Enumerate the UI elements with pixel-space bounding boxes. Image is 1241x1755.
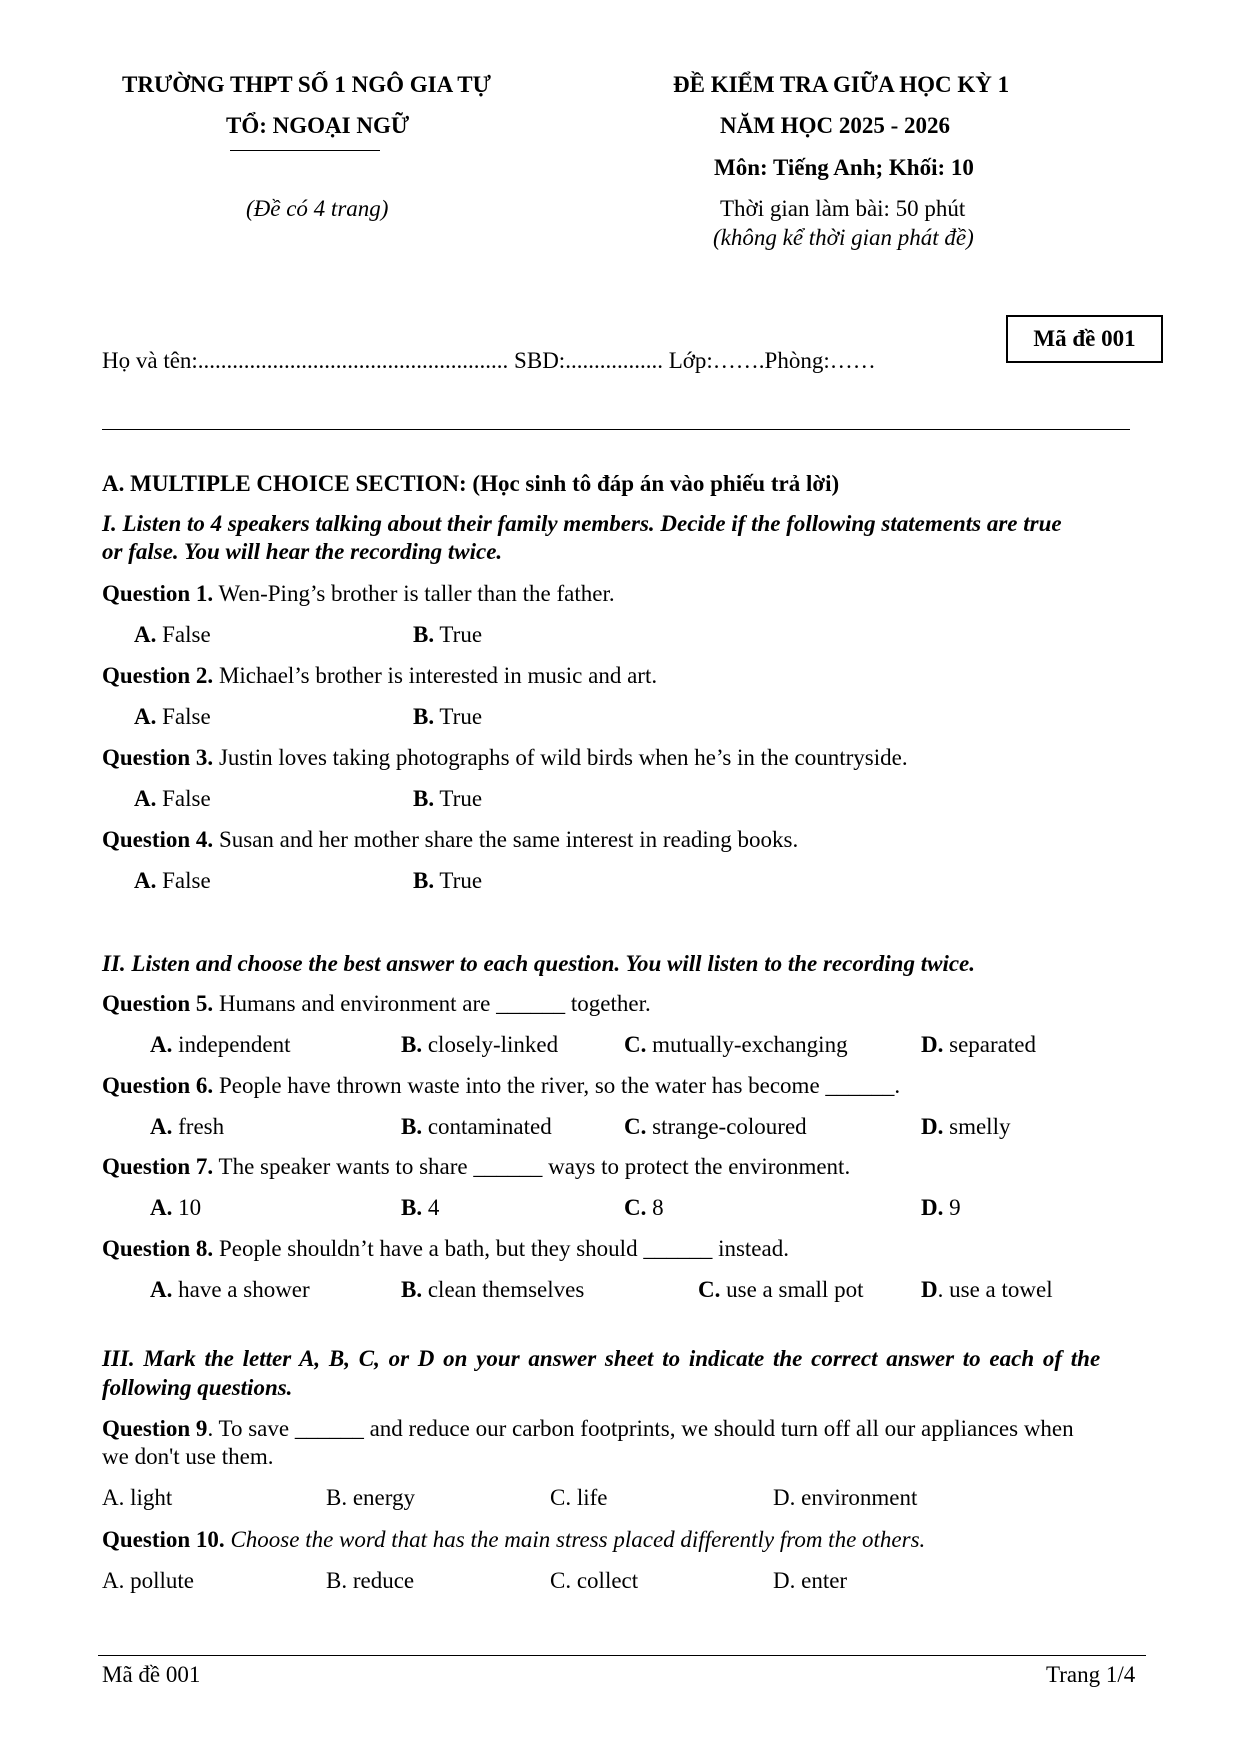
option-text: True bbox=[434, 622, 483, 647]
question-1 bbox=[102, 581, 615, 607]
q6-option-d[interactable] bbox=[921, 1114, 1010, 1140]
option-text: clean themselves bbox=[422, 1277, 585, 1302]
section-a-title: A. MULTIPLE CHOICE SECTION: (Học sinh tô đáp án vào phiếu trả lời) bbox=[102, 471, 840, 496]
q7-option-c[interactable] bbox=[624, 1195, 664, 1221]
option-text: 9 bbox=[943, 1195, 961, 1220]
question-text: Choose the word that has the main stress placed differently from the others. bbox=[224, 1527, 926, 1552]
q5-option-b[interactable] bbox=[401, 1032, 558, 1058]
question-9 bbox=[102, 1416, 1074, 1442]
footer-page-number: Trang 1/4 bbox=[1046, 1662, 1136, 1687]
question-text: People shouldn’t have a bath, but they should ______ instead. bbox=[213, 1236, 789, 1261]
option-letter: B. bbox=[401, 1032, 423, 1057]
option-text: use a small pot bbox=[720, 1277, 864, 1302]
option-text: closely-linked bbox=[422, 1032, 559, 1057]
question-text: The speaker wants to share ______ ways to protect the environment. bbox=[213, 1154, 851, 1179]
question-label: Question 10. bbox=[102, 1527, 225, 1552]
question-4 bbox=[102, 827, 798, 853]
option-letter: A. bbox=[150, 1032, 173, 1057]
q3-option-b[interactable] bbox=[413, 786, 482, 812]
q10-option-c[interactable]: C. collect bbox=[550, 1568, 639, 1593]
question-label: Question 4. bbox=[102, 827, 214, 852]
q8-option-c[interactable] bbox=[698, 1277, 863, 1303]
q6-option-c[interactable] bbox=[624, 1114, 807, 1140]
option-letter: C. bbox=[624, 1114, 647, 1139]
q5-option-d[interactable] bbox=[921, 1032, 1036, 1058]
option-letter: D. bbox=[921, 1114, 944, 1139]
option-text: False bbox=[156, 704, 211, 729]
question-text: . To save ______ and reduce our carbon footprints, we should turn off all our appliances when bbox=[207, 1416, 1074, 1441]
question-label: Question 6. bbox=[102, 1073, 214, 1098]
q10-option-d[interactable]: D. enter bbox=[773, 1568, 848, 1593]
option-text: contaminated bbox=[422, 1114, 552, 1139]
school-year: NĂM HỌC 2025 - 2026 bbox=[720, 113, 950, 138]
option-text: fresh bbox=[172, 1114, 225, 1139]
footer-exam-code: Mã đề 001 bbox=[102, 1662, 201, 1687]
q7-option-d[interactable] bbox=[921, 1195, 961, 1221]
option-text: 4 bbox=[422, 1195, 440, 1220]
question-2 bbox=[102, 663, 657, 689]
part3-instruction-line2: following questions. bbox=[102, 1375, 293, 1400]
question-7 bbox=[102, 1154, 850, 1180]
question-text: Wen-Ping’s brother is taller than the father. bbox=[213, 581, 615, 606]
q10-option-a[interactable]: A. pollute bbox=[102, 1568, 194, 1593]
q9-option-b[interactable]: B. energy bbox=[326, 1485, 416, 1510]
time-line: Thời gian làm bài: 50 phút bbox=[720, 196, 966, 221]
option-letter: D. bbox=[921, 1032, 944, 1057]
option-letter: A. bbox=[134, 622, 157, 647]
option-letter: A. bbox=[150, 1195, 173, 1220]
q4-option-b[interactable] bbox=[413, 868, 482, 894]
department-name: TỔ: NGOẠI NGỮ bbox=[226, 113, 410, 138]
time-note: (không kể thời gian phát đề) bbox=[713, 225, 974, 250]
option-letter: B. bbox=[401, 1277, 423, 1302]
header-underline bbox=[230, 150, 380, 151]
q1-option-a[interactable] bbox=[134, 622, 211, 648]
school-name: TRƯỜNG THPT SỐ 1 NGÔ GIA TỰ bbox=[122, 72, 491, 97]
option-letter: B. bbox=[401, 1195, 423, 1220]
question-6 bbox=[102, 1073, 900, 1099]
exam-title: ĐỀ KIỂM TRA GIỮA HỌC KỲ 1 bbox=[673, 72, 1010, 97]
q7-option-a[interactable] bbox=[150, 1195, 201, 1221]
question-label: Question 1. bbox=[102, 581, 214, 606]
question-3 bbox=[102, 745, 908, 771]
option-text: False bbox=[156, 868, 211, 893]
question-5 bbox=[102, 991, 651, 1017]
question-label: Question 7. bbox=[102, 1154, 214, 1179]
option-letter: C. bbox=[698, 1277, 721, 1302]
option-letter: C. bbox=[624, 1195, 647, 1220]
option-text: separated bbox=[943, 1032, 1036, 1057]
option-letter: B. bbox=[413, 786, 435, 811]
option-letter: D bbox=[921, 1277, 938, 1302]
option-letter: B. bbox=[413, 622, 435, 647]
question-label: Question 5. bbox=[102, 991, 214, 1016]
option-letter: A. bbox=[134, 704, 157, 729]
q9-option-c[interactable]: C. life bbox=[550, 1485, 608, 1510]
option-letter: B. bbox=[401, 1114, 423, 1139]
q2-option-b[interactable] bbox=[413, 704, 482, 730]
option-letter: B. bbox=[413, 868, 435, 893]
option-letter: A. bbox=[134, 786, 157, 811]
page-count-note: (Đề có 4 trang) bbox=[246, 196, 389, 221]
q1-option-b[interactable] bbox=[413, 622, 482, 648]
question-label: Question 3. bbox=[102, 745, 214, 770]
question-label: Question 9 bbox=[102, 1416, 208, 1441]
option-text: False bbox=[156, 622, 211, 647]
q8-option-a[interactable] bbox=[150, 1277, 310, 1303]
option-text: False bbox=[156, 786, 211, 811]
q3-option-a[interactable] bbox=[134, 786, 211, 812]
question-label: Question 8. bbox=[102, 1236, 214, 1261]
option-letter: A. bbox=[150, 1277, 173, 1302]
option-letter: A. bbox=[134, 868, 157, 893]
q10-option-b[interactable]: B. reduce bbox=[326, 1568, 415, 1593]
option-text: strange-coloured bbox=[646, 1114, 807, 1139]
option-text: independent bbox=[172, 1032, 291, 1057]
option-text: 10 bbox=[172, 1195, 202, 1220]
exam-code-text: Mã đề 001 bbox=[1033, 326, 1136, 351]
student-info-line: Họ và tên:...................................................... SBD:................. Lớp:…….Phòng:…… bbox=[102, 348, 876, 373]
option-text: have a shower bbox=[172, 1277, 310, 1302]
question-text: Humans and environment are ______ together. bbox=[213, 991, 651, 1016]
part2-instruction: II. Listen and choose the best answer to each question. You will listen to the recording twice. bbox=[102, 951, 976, 976]
option-text: mutually-exchanging bbox=[646, 1032, 848, 1057]
question-text: Michael’s brother is interested in music and art. bbox=[213, 663, 658, 688]
option-text: smelly bbox=[943, 1114, 1011, 1139]
question-10 bbox=[102, 1527, 925, 1553]
question-9-line2: we don't use them. bbox=[102, 1444, 274, 1469]
q9-option-d[interactable]: D. environment bbox=[773, 1485, 918, 1510]
q5-option-c[interactable] bbox=[624, 1032, 848, 1058]
question-label: Question 2. bbox=[102, 663, 214, 688]
q4-option-a[interactable] bbox=[134, 868, 211, 894]
option-text: True bbox=[434, 868, 483, 893]
option-text: 8 bbox=[646, 1195, 664, 1220]
option-letter: B. bbox=[413, 704, 435, 729]
q7-option-b[interactable] bbox=[401, 1195, 439, 1221]
option-letter: C. bbox=[624, 1032, 647, 1057]
question-text: Justin loves taking photographs of wild birds when he’s in the countryside. bbox=[213, 745, 908, 770]
question-text: Susan and her mother share the same interest in reading books. bbox=[213, 827, 799, 852]
q5-option-a[interactable] bbox=[150, 1032, 291, 1058]
q2-option-a[interactable] bbox=[134, 704, 211, 730]
part1-instruction-line1: I. Listen to 4 speakers talking about their family members. Decide if the following statements are true bbox=[102, 511, 1062, 536]
part3-instruction-line1: III. Mark the letter A, B, C, or D on your answer sheet to indicate the correct answer to each of the bbox=[102, 1346, 1101, 1371]
q9-option-a[interactable]: A. light bbox=[102, 1485, 173, 1510]
exam-code-box bbox=[1006, 315, 1163, 363]
q6-option-a[interactable] bbox=[150, 1114, 224, 1140]
part1-instruction-line2: or false. You will hear the recording twice. bbox=[102, 539, 503, 564]
q8-option-d[interactable] bbox=[921, 1277, 1053, 1303]
question-text: People have thrown waste into the river, so the water has become ______. bbox=[213, 1073, 901, 1098]
q8-option-b[interactable] bbox=[401, 1277, 584, 1303]
question-8 bbox=[102, 1236, 789, 1262]
footer-divider bbox=[98, 1655, 1146, 1656]
option-letter: D. bbox=[921, 1195, 944, 1220]
q6-option-b[interactable] bbox=[401, 1114, 552, 1140]
header-divider bbox=[102, 429, 1130, 430]
option-text: True bbox=[434, 704, 483, 729]
option-text: True bbox=[434, 786, 483, 811]
option-text: . use a towel bbox=[937, 1277, 1053, 1302]
option-letter: A. bbox=[150, 1114, 173, 1139]
subject-line: Môn: Tiếng Anh; Khối: 10 bbox=[714, 155, 974, 180]
